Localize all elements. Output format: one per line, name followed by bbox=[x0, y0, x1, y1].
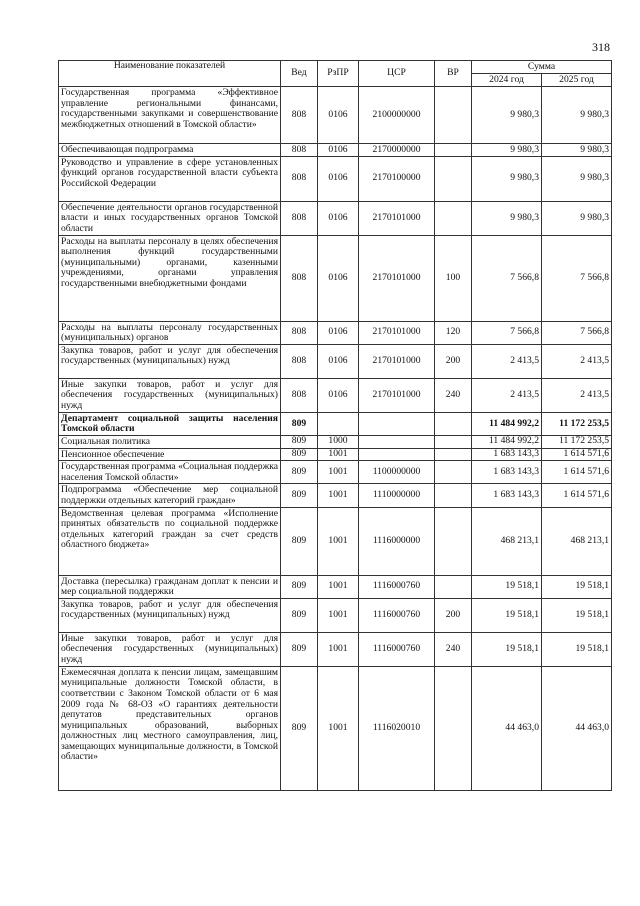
row-rzpr: 0106 bbox=[318, 156, 359, 201]
row-vr: 240 bbox=[435, 632, 472, 666]
row-csr: 2170101000 bbox=[359, 321, 435, 344]
row-rzpr: 1001 bbox=[318, 448, 359, 461]
table-body bbox=[59, 87, 612, 791]
row-name: Пенсионное обеспечение bbox=[59, 448, 281, 461]
row-rzpr: 0106 bbox=[318, 87, 359, 144]
row-sum-2025: 2 413,5 bbox=[542, 344, 612, 378]
row-csr: 2170101000 bbox=[359, 344, 435, 378]
row-csr: 2170100000 bbox=[359, 156, 435, 201]
row-sum-2025: 7 566,8 bbox=[542, 235, 612, 321]
row-ved: 808 bbox=[281, 344, 318, 378]
row-rzpr: 1001 bbox=[318, 598, 359, 632]
row-vr: 240 bbox=[435, 378, 472, 412]
row-sum-2025: 468 213,1 bbox=[542, 507, 612, 575]
header-rzpr: РзПР bbox=[318, 61, 359, 87]
row-csr bbox=[359, 448, 435, 461]
row-sum-2024: 7 566,8 bbox=[472, 321, 542, 344]
row-name: Обеспечивающая подпрограмма bbox=[59, 144, 281, 157]
table-row bbox=[59, 344, 612, 378]
row-ved: 809 bbox=[281, 448, 318, 461]
table-row bbox=[59, 632, 612, 666]
row-name: Государственная программа «Эффективное управление региональными финансами, государственными закупками и совершенствование межбюджетных отношений в Томской области» bbox=[59, 87, 281, 144]
row-sum-2024: 7 566,8 bbox=[472, 235, 542, 321]
row-vr bbox=[435, 87, 472, 144]
row-sum-2024: 1 683 143,3 bbox=[472, 461, 542, 484]
header-year-2025: 2025 год bbox=[542, 74, 612, 87]
table-row bbox=[59, 461, 612, 484]
row-name: Подпрограмма «Обеспечение мер социальной поддержки отдельных категорий граждан» bbox=[59, 484, 281, 507]
row-vr bbox=[435, 435, 472, 448]
table-row bbox=[59, 484, 612, 507]
row-name: Ежемесячная доплата к пенсии лицам, замещавшим муниципальные должности Томской области, в соответствии с Законом Томской области от 6 мая 2009 года № 68-ОЗ «О гарантиях деятельности депутатов представительных органов муниципальных образований, выборных должностных лиц местного самоуправления, лиц, замещающих муниципальные должности, в Томской области» bbox=[59, 666, 281, 790]
row-sum-2024: 19 518,1 bbox=[472, 575, 542, 598]
row-ved: 809 bbox=[281, 598, 318, 632]
table-row bbox=[59, 507, 612, 575]
table-row bbox=[59, 448, 612, 461]
row-ved: 809 bbox=[281, 666, 318, 790]
row-sum-2024: 44 463,0 bbox=[472, 666, 542, 790]
header-vr: ВР bbox=[435, 61, 472, 87]
row-sum-2024: 19 518,1 bbox=[472, 632, 542, 666]
row-sum-2024: 1 683 143,3 bbox=[472, 484, 542, 507]
row-vr bbox=[435, 507, 472, 575]
row-sum-2025: 9 980,3 bbox=[542, 156, 612, 201]
row-csr: 1116000760 bbox=[359, 575, 435, 598]
row-ved: 809 bbox=[281, 461, 318, 484]
row-rzpr: 1001 bbox=[318, 507, 359, 575]
row-rzpr: 0106 bbox=[318, 344, 359, 378]
row-vr: 100 bbox=[435, 235, 472, 321]
table-row bbox=[59, 666, 612, 790]
table-row bbox=[59, 412, 612, 435]
row-ved: 809 bbox=[281, 412, 318, 435]
header-csr: ЦСР bbox=[359, 61, 435, 87]
row-sum-2024: 9 980,3 bbox=[472, 87, 542, 144]
row-ved: 809 bbox=[281, 575, 318, 598]
row-vr bbox=[435, 484, 472, 507]
row-csr: 2170101000 bbox=[359, 378, 435, 412]
row-rzpr: 0106 bbox=[318, 378, 359, 412]
row-csr bbox=[359, 412, 435, 435]
row-csr: 1110000000 bbox=[359, 484, 435, 507]
row-sum-2025: 11 172 253,5 bbox=[542, 435, 612, 448]
row-vr: 120 bbox=[435, 321, 472, 344]
row-sum-2025: 9 980,3 bbox=[542, 144, 612, 157]
row-rzpr: 1001 bbox=[318, 666, 359, 790]
row-ved: 809 bbox=[281, 507, 318, 575]
table-row bbox=[59, 156, 612, 201]
row-sum-2024: 11 484 992,2 bbox=[472, 412, 542, 435]
row-ved: 808 bbox=[281, 378, 318, 412]
table-header bbox=[59, 61, 612, 87]
table-row bbox=[59, 235, 612, 321]
table-row bbox=[59, 87, 612, 144]
row-vr bbox=[435, 201, 472, 235]
row-name: Расходы на выплаты персоналу в целях обеспечения выполнения функций государственными (муниципальными) органами, казенными учреждениями, органами управления государственными внебюджетными фондами bbox=[59, 235, 281, 321]
row-csr: 1116000000 bbox=[359, 507, 435, 575]
row-ved: 808 bbox=[281, 156, 318, 201]
row-ved: 808 bbox=[281, 235, 318, 321]
row-csr bbox=[359, 435, 435, 448]
header-ved: Вед bbox=[281, 61, 318, 87]
budget-table bbox=[58, 60, 612, 791]
row-sum-2025: 19 518,1 bbox=[542, 632, 612, 666]
row-sum-2024: 2 413,5 bbox=[472, 344, 542, 378]
row-sum-2024: 9 980,3 bbox=[472, 201, 542, 235]
row-sum-2024: 11 484 992,2 bbox=[472, 435, 542, 448]
row-vr bbox=[435, 156, 472, 201]
row-name: Департамент социальной защиты населения Томской области bbox=[59, 412, 281, 435]
table-row bbox=[59, 575, 612, 598]
row-rzpr: 0106 bbox=[318, 321, 359, 344]
row-csr: 2170000000 bbox=[359, 144, 435, 157]
row-sum-2025: 9 980,3 bbox=[542, 201, 612, 235]
table-row bbox=[59, 144, 612, 157]
row-sum-2025: 19 518,1 bbox=[542, 575, 612, 598]
row-ved: 808 bbox=[281, 144, 318, 157]
row-sum-2024: 19 518,1 bbox=[472, 598, 542, 632]
header-year-2024: 2024 год bbox=[472, 74, 542, 87]
table-row bbox=[59, 321, 612, 344]
row-name: Расходы на выплаты персоналу государственных (муниципальных) органов bbox=[59, 321, 281, 344]
row-name: Руководство и управление в сфере установленных функций органов государственной власти субъекта Российской Федерации bbox=[59, 156, 281, 201]
row-name: Иные закупки товаров, работ и услуг для обеспечения государственных (муниципальных) нужд bbox=[59, 632, 281, 666]
row-vr: 200 bbox=[435, 598, 472, 632]
row-rzpr: 0106 bbox=[318, 235, 359, 321]
row-rzpr: 0106 bbox=[318, 144, 359, 157]
row-vr bbox=[435, 412, 472, 435]
row-rzpr: 1001 bbox=[318, 484, 359, 507]
row-name: Иные закупки товаров, работ и услуг для обеспечения государственных (муниципальных) нужд bbox=[59, 378, 281, 412]
table-row bbox=[59, 435, 612, 448]
row-vr bbox=[435, 666, 472, 790]
row-csr: 1116000760 bbox=[359, 598, 435, 632]
row-sum-2024: 9 980,3 bbox=[472, 156, 542, 201]
row-name: Доставка (пересылка) гражданам доплат к пенсии и мер социальной поддержки bbox=[59, 575, 281, 598]
row-sum-2024: 2 413,5 bbox=[472, 378, 542, 412]
row-rzpr: 1001 bbox=[318, 632, 359, 666]
row-name: Социальная политика bbox=[59, 435, 281, 448]
row-vr bbox=[435, 461, 472, 484]
row-ved: 809 bbox=[281, 484, 318, 507]
row-csr: 2170101000 bbox=[359, 201, 435, 235]
row-ved: 808 bbox=[281, 201, 318, 235]
row-rzpr: 1000 bbox=[318, 435, 359, 448]
row-rzpr: 1001 bbox=[318, 575, 359, 598]
row-rzpr bbox=[318, 412, 359, 435]
row-rzpr: 1001 bbox=[318, 461, 359, 484]
row-vr bbox=[435, 575, 472, 598]
row-csr: 1116000760 bbox=[359, 632, 435, 666]
row-name: Государственная программа «Социальная поддержка населения Томской области» bbox=[59, 461, 281, 484]
row-sum-2024: 468 213,1 bbox=[472, 507, 542, 575]
row-vr: 200 bbox=[435, 344, 472, 378]
row-ved: 808 bbox=[281, 321, 318, 344]
row-sum-2025: 11 172 253,5 bbox=[542, 412, 612, 435]
row-name: Закупка товаров, работ и услуг для обеспечения государственных (муниципальных) нужд bbox=[59, 598, 281, 632]
row-ved: 809 bbox=[281, 435, 318, 448]
row-csr: 1116020010 bbox=[359, 666, 435, 790]
row-vr bbox=[435, 448, 472, 461]
row-sum-2025: 2 413,5 bbox=[542, 378, 612, 412]
row-sum-2025: 19 518,1 bbox=[542, 598, 612, 632]
row-name: Ведомственная целевая программа «Исполнение принятых обязательств по социальной поддержке отдельных категорий граждан за счет средств областного бюджета» bbox=[59, 507, 281, 575]
row-ved: 808 bbox=[281, 87, 318, 144]
row-csr: 1100000000 bbox=[359, 461, 435, 484]
header-sum: Сумма bbox=[472, 61, 612, 74]
table-row bbox=[59, 378, 612, 412]
row-sum-2025: 1 614 571,6 bbox=[542, 461, 612, 484]
header-name: Наименование показателей bbox=[59, 61, 281, 87]
row-sum-2025: 7 566,8 bbox=[542, 321, 612, 344]
row-vr bbox=[435, 144, 472, 157]
row-sum-2024: 1 683 143,3 bbox=[472, 448, 542, 461]
row-sum-2025: 1 614 571,6 bbox=[542, 484, 612, 507]
row-csr: 2100000000 bbox=[359, 87, 435, 144]
row-ved: 809 bbox=[281, 632, 318, 666]
row-name: Обеспечение деятельности органов государственной власти и иных государственных органов Томской области bbox=[59, 201, 281, 235]
row-sum-2025: 1 614 571,6 bbox=[542, 448, 612, 461]
row-sum-2024: 9 980,3 bbox=[472, 144, 542, 157]
row-csr: 2170101000 bbox=[359, 235, 435, 321]
row-name: Закупка товаров, работ и услуг для обеспечения государственных (муниципальных) нужд bbox=[59, 344, 281, 378]
table-row bbox=[59, 201, 612, 235]
table-row bbox=[59, 598, 612, 632]
row-rzpr: 0106 bbox=[318, 201, 359, 235]
row-sum-2025: 9 980,3 bbox=[542, 87, 612, 144]
row-sum-2025: 44 463,0 bbox=[542, 666, 612, 790]
page-number: 318 bbox=[592, 40, 610, 54]
